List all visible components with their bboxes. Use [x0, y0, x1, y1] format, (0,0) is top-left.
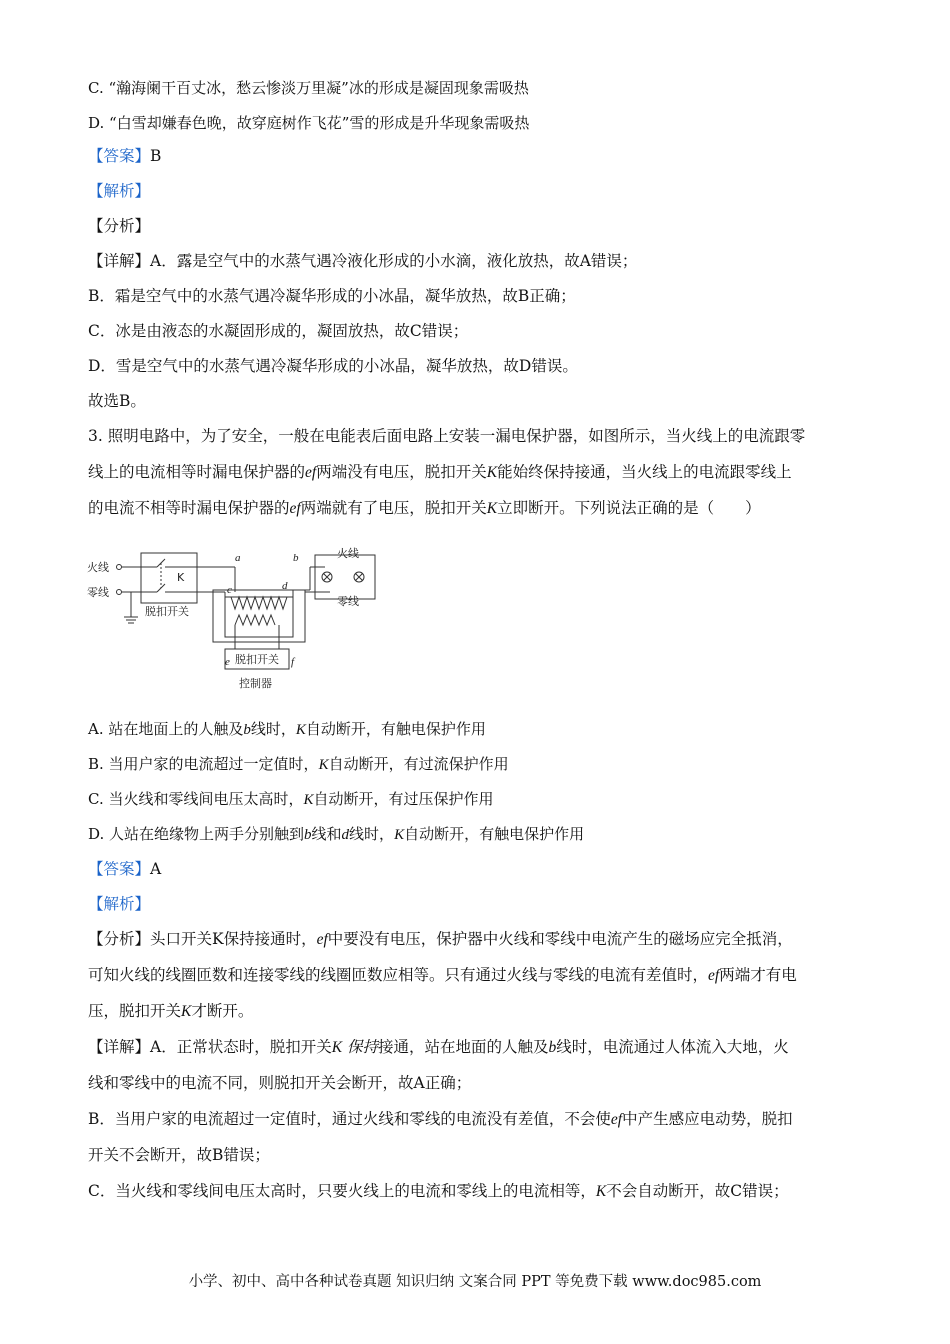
svg-text:脱扣开关: 脱扣开关	[145, 605, 189, 618]
answer-tag: 【答案】	[88, 147, 151, 165]
q3-fenxi-line1: 【分析】头口开关K保持接通时，ef中要没有电压，保护器中火线和零线中电流产生的磁场应完全抵消，	[88, 930, 793, 948]
svg-text:K: K	[177, 571, 185, 584]
detail-tag: 【详解】	[88, 252, 151, 270]
q3-detail-a-line1: 【详解】A．正常状态时，脱扣开关K 保持接通，站在地面的人触及b线时，电流通过人体流入大地，火	[88, 1038, 789, 1056]
page-footer: 小学、初中、高中各种试卷真题 知识归纳 文案合同 PPT 等免费下载 www.doc985.com	[188, 1274, 762, 1290]
svg-text:火线: 火线	[87, 561, 109, 574]
q3-option-c: C. 当火线和零线间电压太高时，K自动断开，有过压保护作用	[88, 790, 494, 808]
q3-analysis-tag: 【解析】	[88, 895, 151, 913]
q2-detail-b: B．霜是空气中的水蒸气遇冷凝华形成的小冰晶，凝华放热，故B正确；	[88, 287, 576, 305]
leakage-protector-diagram	[85, 545, 385, 695]
svg-text:f: f	[291, 656, 295, 668]
q2-detail-c: C．冰是由液态的水凝固形成的，凝固放热，故C错误；	[88, 322, 469, 340]
q2-detail-d: D．雪是空气中的水蒸气遇冷凝华形成的小冰晶，凝华放热，故D错误。	[88, 357, 578, 375]
q2-detail-a: 【详解】A．露是空气中的水蒸气遇冷液化形成的小水滴，液化放热，故A错误；	[88, 252, 638, 270]
zero-terminal-left	[117, 590, 122, 595]
protector-box	[213, 590, 305, 642]
svg-text:火线: 火线	[337, 547, 359, 560]
q3-option-b: B. 当用户家的电流超过一定值时，K自动断开，有过流保护作用	[88, 755, 509, 773]
q3-answer: 【答案】A	[88, 860, 162, 878]
svg-text:a: a	[235, 552, 241, 564]
q3-fenxi-line2: 可知火线的线圈匝数和连接零线的线圈匝数应相等。只有通过火线与零线的电流有差值时，ef两端才有电	[88, 966, 797, 984]
q3-option-d: D. 人站在绝缘物上两手分别触到b线和d线时，K自动断开，有触电保护作用	[88, 825, 585, 843]
q3-stem-line1: 3. 照明电路中，为了安全，一般在电能表后面电路上安装一漏电保护器，如图所示，当火线上的电流跟零	[88, 427, 806, 445]
q3-detail-a-line2: 线和零线中的电流不同，则脱扣开关会断开，故A正确；	[88, 1074, 472, 1092]
q3-detail-c-line1: C．当火线和零线间电压太高时，只要火线上的电流和零线上的电流相等，K不会自动断开，故C错误；	[88, 1182, 789, 1200]
q3-stem-line3: 的电流不相等时漏电保护器的ef两端就有了电压，脱扣开关K立即断开。下列说法正确的是（ ）	[88, 499, 761, 517]
q2-conclusion: 故选B。	[88, 392, 146, 410]
svg-text:c: c	[227, 584, 232, 596]
fire-terminal-left	[117, 565, 122, 570]
svg-text:e: e	[225, 656, 230, 668]
q3-detail-b-line1: B．当用户家的电流超过一定值时，通过火线和零线的电流没有差值，不会使ef中产生感应电动势，脱扣	[88, 1110, 793, 1128]
q3-detail-b-line2: 开关不会断开，故B错误；	[88, 1146, 270, 1164]
q2-option-d: D. “白雪却嫌春色晚，故穿庭树作飞花”雪的形成是升华现象需吸热	[88, 114, 530, 132]
q3-fenxi-line3: 压，脱扣开关K才断开。	[88, 1002, 254, 1020]
svg-text:零线: 零线	[87, 586, 109, 599]
release-switch-box	[141, 553, 197, 603]
q2-option-c: C. “瀚海阑干百丈冰，愁云惨淡万里凝”冰的形成是凝固现象需吸热	[88, 79, 529, 97]
svg-text:脱扣开关: 脱扣开关	[235, 653, 279, 666]
answer-value: B	[150, 147, 162, 165]
q3-option-a: A. 站在地面上的人触及b线时，K自动断开，有触电保护作用	[88, 720, 486, 738]
q3-stem-line2: 线上的电流相等时漏电保护器的ef两端没有电压，脱扣开关K能始终保持接通，当火线上的电流跟零线上	[88, 463, 792, 481]
svg-text:零线: 零线	[337, 595, 359, 608]
q2-analysis-tag: 【解析】	[88, 182, 151, 200]
svg-text:控制器: 控制器	[239, 677, 272, 690]
q2-answer	[88, 146, 161, 166]
q2-fenxi-tag: 【分析】	[88, 217, 151, 235]
svg-text:b: b	[293, 552, 299, 564]
svg-text:d: d	[282, 580, 288, 592]
